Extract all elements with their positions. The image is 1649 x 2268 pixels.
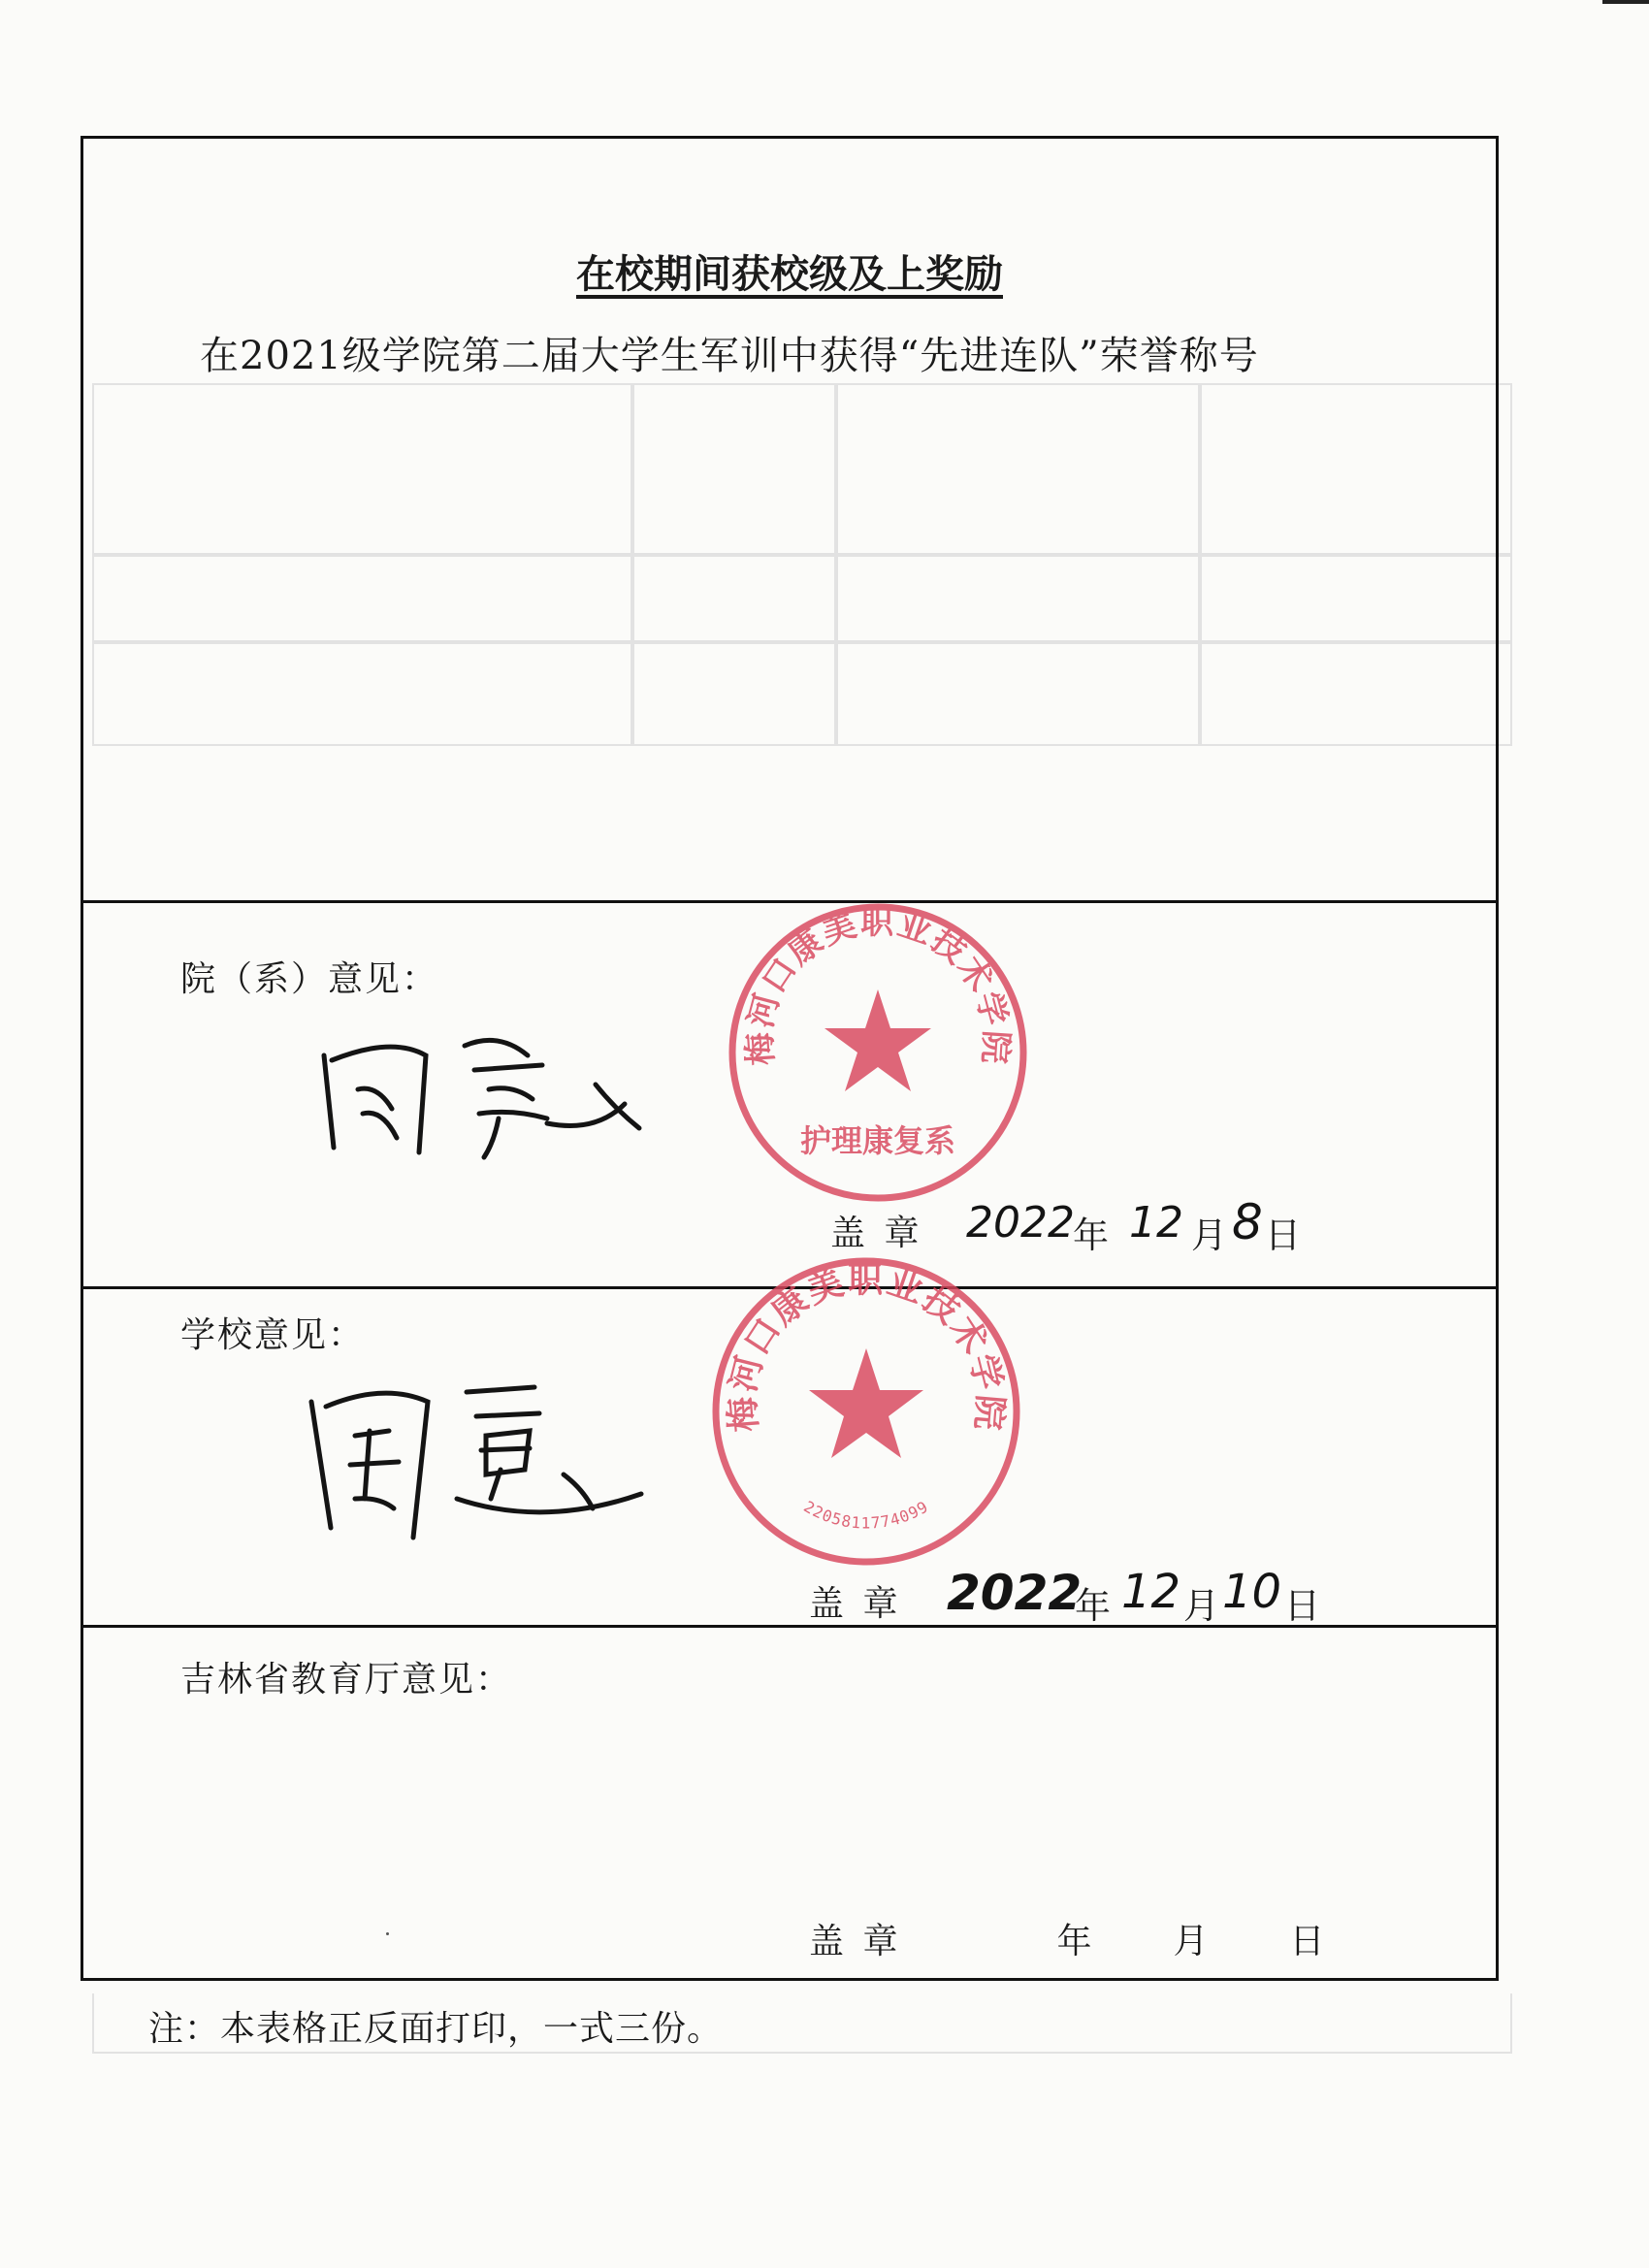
school-seal-label: 盖 章 [809,1584,902,1624]
section-divider [83,1625,1496,1628]
school-red-seal [706,1251,1026,1571]
school-date-month: 12 [1121,1565,1181,1619]
form-footnote: 注：本表格正反面打印，一式三份。 [148,2009,724,2049]
department-signature [305,1017,654,1162]
scan-speck [386,1932,389,1935]
department-date-year-unit: 年 [1073,1215,1109,1256]
department-red-seal [723,897,1033,1208]
school-date-day: 10 [1222,1565,1282,1619]
province-opinion-label: 吉林省教育厅意见： [180,1660,513,1700]
awards-heading: 在校期间获校级及上奖励 [576,251,1003,297]
department-opinion-label: 院（系）意见： [180,959,439,999]
school-date-month-unit: 月 [1183,1585,1219,1627]
school-date-year: 2022 [947,1565,1083,1621]
department-date-month-unit: 月 [1191,1215,1227,1256]
department-seal-label: 盖 章 [830,1214,923,1253]
scan-edge-mark [1602,0,1649,4]
department-date-month: 12 [1129,1198,1183,1247]
school-seal-name: 梅河口康美职业技术学院 [722,1260,1011,1434]
department-seal-sub: 护理康复系 [799,1122,956,1159]
department-date-day-unit: 日 [1265,1215,1301,1256]
department-date-year: 2022 [966,1198,1075,1247]
department-date-day: 8 [1232,1194,1263,1250]
school-date-year-unit: 年 [1075,1585,1111,1627]
awards-content: 在2021级学院第二届大学生军训中获得“先进连队”荣誉称号 [200,334,1259,378]
svg-text:2205811774099 [800,1497,931,1532]
school-signature [292,1373,661,1547]
school-seal-code: 2205811774099 [800,1497,932,1533]
school-opinion-label: 学校意见： [180,1315,366,1355]
school-date-day-unit: 日 [1284,1585,1320,1627]
department-seal-name: 梅河口康美职业技术学院 [740,903,1016,1067]
province-seal-date-line: 盖 章 年 月 日 [809,1922,1329,1961]
